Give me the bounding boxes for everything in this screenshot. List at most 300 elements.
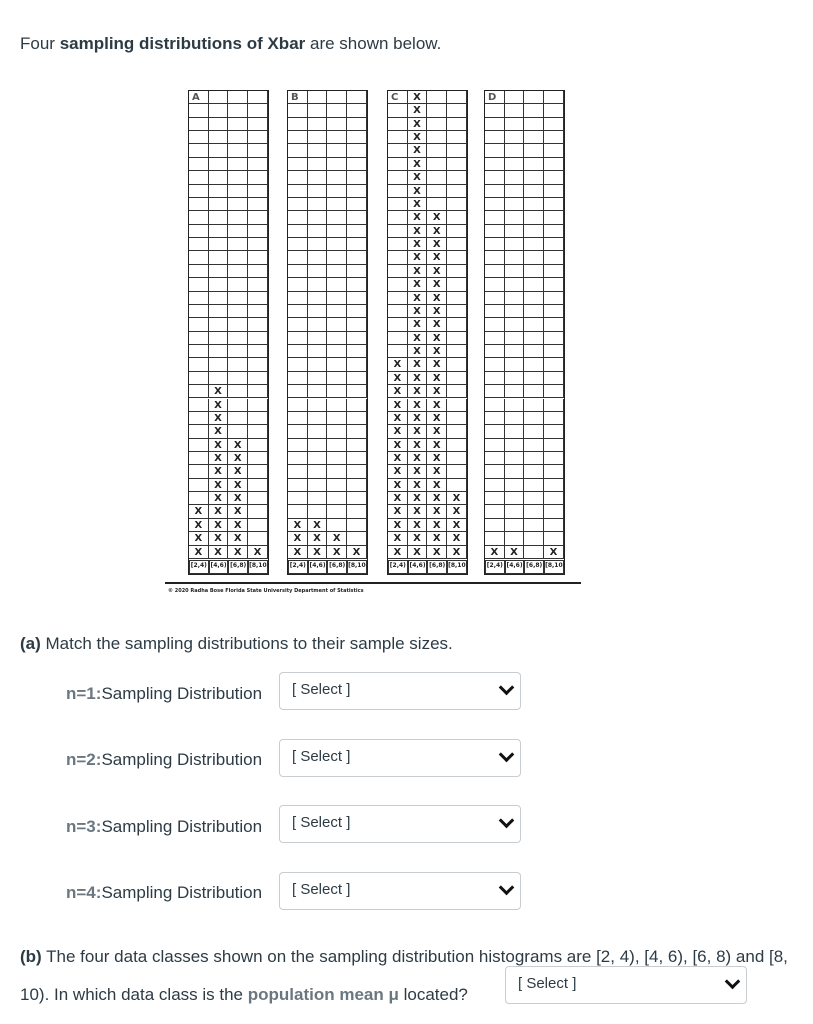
divider (165, 582, 581, 584)
grid-cell (248, 292, 268, 305)
grid-cell (189, 211, 209, 224)
grid-cell (248, 278, 268, 291)
grid-cell (544, 439, 564, 452)
copyright-credit: © 2020 Radha Bose Florida State University Department of Statistics (168, 588, 364, 594)
distribution-label: C (388, 91, 408, 104)
part-a-question: (a) Match the sampling distributions to their sample sizes. (20, 634, 453, 653)
grid-cell (209, 198, 229, 211)
grid-cell (485, 492, 505, 505)
grid-cell (308, 265, 328, 278)
grid-cell (327, 292, 347, 305)
grid-cell (308, 158, 328, 171)
grid-cell (485, 158, 505, 171)
x-mark: X (408, 318, 428, 331)
grid-cell (327, 185, 347, 198)
grid-cell (189, 385, 209, 398)
x-mark: X (427, 358, 447, 371)
grid-cell (228, 425, 248, 438)
x-mark: X (228, 439, 248, 452)
x-mark: X (427, 305, 447, 318)
grid-cell (505, 425, 525, 438)
grid-cell (544, 158, 564, 171)
grid-cell (248, 465, 268, 478)
grid-cell (327, 412, 347, 425)
grid-cell (327, 399, 347, 412)
grid-cell (209, 332, 229, 345)
grid-cell (308, 225, 328, 238)
grid-cell (524, 91, 544, 104)
grid-cell (248, 171, 268, 184)
grid-cell (544, 465, 564, 478)
grid-cell (388, 158, 408, 171)
grid-cell (485, 104, 505, 117)
grid-cell (327, 439, 347, 452)
x-mark: X (427, 278, 447, 291)
x-mark: X (408, 358, 428, 371)
grid-cell (248, 158, 268, 171)
grid-cell (189, 439, 209, 452)
grid-cell (189, 399, 209, 412)
grid-cell (544, 332, 564, 345)
grid-cell (524, 532, 544, 545)
grid-cell (248, 211, 268, 224)
x-mark: X (209, 412, 229, 425)
x-mark: X (408, 211, 428, 224)
grid-cell (327, 144, 347, 157)
x-mark: X (388, 412, 408, 425)
grid-cell (447, 118, 467, 131)
class-label: [6,8) (228, 560, 248, 574)
class-label: [4,6) (209, 560, 229, 574)
grid-cell (288, 144, 308, 157)
grid-cell (248, 479, 268, 492)
grid-cell (447, 465, 467, 478)
grid-cell (228, 372, 248, 385)
grid-cell (524, 131, 544, 144)
grid-cell (544, 91, 564, 104)
grid-cell (544, 519, 564, 532)
x-mark: X (288, 532, 308, 545)
x-mark: X (209, 532, 229, 545)
grid-cell (308, 278, 328, 291)
grid-cell (288, 358, 308, 371)
grid-cell (189, 492, 209, 505)
grid-cell (327, 318, 347, 331)
grid-cell (288, 238, 308, 251)
grid-cell (288, 332, 308, 345)
grid-cell (447, 144, 467, 157)
x-mark: X (408, 425, 428, 438)
class-label: [6,8) (327, 560, 347, 574)
distribution-B (287, 90, 368, 575)
grid-cell (308, 211, 328, 224)
grid-cell (505, 439, 525, 452)
grid-cell (524, 425, 544, 438)
x-mark: X (505, 546, 525, 559)
grid-cell (485, 251, 505, 264)
grid-cell (308, 439, 328, 452)
grid-cell (248, 532, 268, 545)
x-mark: X (427, 225, 447, 238)
grid-cell (505, 185, 525, 198)
grid-cell (388, 318, 408, 331)
x-mark: X (408, 332, 428, 345)
class-label: [2,4) (288, 560, 308, 574)
grid-cell (485, 372, 505, 385)
grid-cell (524, 412, 544, 425)
grid-cell (288, 104, 308, 117)
grid-cell (544, 492, 564, 505)
grid-cell (505, 372, 525, 385)
grid-cell (447, 452, 467, 465)
grid-cell (485, 452, 505, 465)
grid-cell (388, 332, 408, 345)
grid-cell (228, 345, 248, 358)
grid-cell (485, 238, 505, 251)
x-mark: X (228, 519, 248, 532)
x-mark: X (427, 372, 447, 385)
n4-select[interactable]: [ Select ] (279, 872, 521, 910)
grid-cell (248, 91, 268, 104)
x-mark: X (408, 305, 428, 318)
grid-cell (228, 399, 248, 412)
grid-cell (388, 118, 408, 131)
grid-cell (189, 292, 209, 305)
grid-cell (248, 251, 268, 264)
grid-cell (347, 131, 367, 144)
grid-cell (327, 91, 347, 104)
grid-cell (347, 118, 367, 131)
grid-cell (327, 238, 347, 251)
grid-cell (288, 211, 308, 224)
x-mark: X (427, 345, 447, 358)
grid-cell (248, 144, 268, 157)
x-mark: X (388, 519, 408, 532)
x-mark: X (388, 465, 408, 478)
grid-cell (447, 131, 467, 144)
x-mark: X (327, 546, 347, 559)
grid-cell (485, 318, 505, 331)
grid-cell (347, 144, 367, 157)
x-mark: X (408, 519, 428, 532)
x-mark: X (427, 452, 447, 465)
grid-cell (524, 505, 544, 518)
grid-cell (544, 104, 564, 117)
grid-cell (308, 385, 328, 398)
distribution-C (387, 90, 468, 575)
grid-cell (447, 292, 467, 305)
grid-cell (288, 225, 308, 238)
grid-cell (524, 479, 544, 492)
grid-cell (388, 171, 408, 184)
grid-cell (189, 251, 209, 264)
grid-cell (347, 385, 367, 398)
x-mark: X (408, 532, 428, 545)
grid-cell (505, 505, 525, 518)
grid-cell (447, 278, 467, 291)
x-mark: X (427, 479, 447, 492)
n1-select[interactable]: [ Select ] (279, 672, 521, 710)
x-mark: X (228, 465, 248, 478)
x-mark: X (408, 412, 428, 425)
grid-cell (544, 278, 564, 291)
grid-cell (308, 452, 328, 465)
x-mark: X (408, 251, 428, 264)
class-label: [2,4) (485, 560, 505, 574)
grid-cell (228, 104, 248, 117)
distribution-label: D (485, 91, 505, 104)
grid-cell (308, 104, 328, 117)
grid-cell (209, 144, 229, 157)
grid-cell (524, 251, 544, 264)
x-mark: X (388, 492, 408, 505)
grid-cell (189, 104, 209, 117)
x-mark: X (228, 532, 248, 545)
grid-cell (524, 278, 544, 291)
grid-cell (189, 305, 209, 318)
x-mark: X (209, 399, 229, 412)
grid-cell (288, 158, 308, 171)
grid-cell (447, 171, 467, 184)
grid-cell (347, 505, 367, 518)
grid-cell (248, 452, 268, 465)
grid-cell (524, 198, 544, 211)
grid-cell (288, 412, 308, 425)
x-mark: X (427, 385, 447, 398)
grid-cell (308, 238, 328, 251)
x-mark: X (427, 546, 447, 559)
x-mark: X (228, 492, 248, 505)
grid-cell (327, 345, 347, 358)
grid-cell (485, 358, 505, 371)
grid-cell (347, 425, 367, 438)
grid-cell (524, 158, 544, 171)
grid-cell (447, 345, 467, 358)
x-mark: X (347, 546, 367, 559)
grid-cell (327, 465, 347, 478)
grid-cell (189, 425, 209, 438)
grid-cell (544, 305, 564, 318)
grid-cell (248, 305, 268, 318)
grid-cell (524, 225, 544, 238)
grid-cell (485, 479, 505, 492)
grid-cell (347, 251, 367, 264)
grid-cell (327, 358, 347, 371)
grid-cell (248, 399, 268, 412)
grid-cell (248, 225, 268, 238)
grid-cell (209, 91, 229, 104)
grid-cell (228, 332, 248, 345)
grid-cell (485, 332, 505, 345)
grid-cell (248, 385, 268, 398)
grid-cell (288, 185, 308, 198)
grid-cell (248, 104, 268, 117)
grid-cell (347, 412, 367, 425)
grid-cell (189, 185, 209, 198)
chevron-down-icon (499, 747, 515, 763)
n2-select[interactable]: [ Select ] (279, 739, 521, 777)
grid-cell (505, 158, 525, 171)
grid-cell (228, 185, 248, 198)
distribution-D (484, 90, 565, 575)
grid-cell (248, 492, 268, 505)
grid-cell (388, 225, 408, 238)
grid-cell (485, 292, 505, 305)
grid-cell (288, 318, 308, 331)
grid-cell (485, 425, 505, 438)
grid-cell (485, 131, 505, 144)
grid-cell (447, 91, 467, 104)
grid-cell (308, 118, 328, 131)
grid-cell (505, 412, 525, 425)
grid-cell (485, 305, 505, 318)
grid-cell (308, 345, 328, 358)
grid-cell (447, 332, 467, 345)
grid-cell (248, 238, 268, 251)
x-mark: X (427, 251, 447, 264)
grid-cell (544, 345, 564, 358)
x-mark: X (408, 171, 428, 184)
grid-cell (248, 358, 268, 371)
grid-cell (485, 198, 505, 211)
grid-cell (189, 198, 209, 211)
grid-cell (327, 265, 347, 278)
grid-cell (308, 412, 328, 425)
part-b-question: (b) The four data classes shown on the sampling distribution histograms are [2, 4), [4, 6), [6, 8) and [8, 10). In which data class is the population mean μ located? (20, 947, 788, 1004)
grid-cell (427, 158, 447, 171)
x-mark: X (408, 104, 428, 117)
grid-cell (347, 158, 367, 171)
grid-cell (524, 399, 544, 412)
grid-cell (347, 211, 367, 224)
x-mark: X (485, 546, 505, 559)
grid-cell (308, 358, 328, 371)
grid-cell (288, 452, 308, 465)
grid-cell (427, 185, 447, 198)
grid-cell (544, 372, 564, 385)
grid-cell (288, 345, 308, 358)
grid-cell (209, 372, 229, 385)
x-mark: X (388, 505, 408, 518)
grid-cell (524, 211, 544, 224)
grid-cell (288, 399, 308, 412)
x-mark: X (408, 185, 428, 198)
grid-cell (447, 372, 467, 385)
grid-cell (189, 465, 209, 478)
grid-cell (248, 265, 268, 278)
grid-cell (288, 265, 308, 278)
grid-cell (347, 332, 367, 345)
grid-cell (347, 185, 367, 198)
grid-cell (209, 118, 229, 131)
grid-cell (388, 198, 408, 211)
grid-cell (388, 238, 408, 251)
grid-cell (288, 251, 308, 264)
grid-cell (327, 131, 347, 144)
grid-cell (427, 91, 447, 104)
x-mark: X (427, 412, 447, 425)
grid-cell (388, 292, 408, 305)
grid-cell (228, 238, 248, 251)
grid-cell (327, 305, 347, 318)
grid-cell (228, 278, 248, 291)
grid-cell (189, 412, 209, 425)
grid-cell (544, 118, 564, 131)
grid-cell (427, 171, 447, 184)
x-mark: X (209, 479, 229, 492)
x-mark: X (408, 439, 428, 452)
grid-cell (288, 305, 308, 318)
grid-cell (228, 198, 248, 211)
grid-cell (347, 171, 367, 184)
grid-cell (248, 185, 268, 198)
grid-cell (209, 292, 229, 305)
grid-cell (327, 225, 347, 238)
x-mark: X (408, 265, 428, 278)
population-mean-select[interactable]: [ Select ] (505, 966, 747, 1004)
grid-cell (327, 332, 347, 345)
grid-cell (524, 265, 544, 278)
grid-cell (327, 385, 347, 398)
grid-cell (485, 118, 505, 131)
x-mark: X (408, 385, 428, 398)
grid-cell (485, 412, 505, 425)
grid-cell (485, 519, 505, 532)
grid-cell (447, 399, 467, 412)
grid-cell (288, 425, 308, 438)
grid-cell (327, 479, 347, 492)
grid-cell (248, 345, 268, 358)
class-label: [4,6) (505, 560, 525, 574)
grid-cell (327, 519, 347, 532)
x-mark: X (209, 505, 229, 518)
grid-cell (505, 305, 525, 318)
class-label: [6,8) (427, 560, 447, 574)
grid-cell (505, 318, 525, 331)
grid-cell (485, 505, 505, 518)
x-mark: X (447, 505, 467, 518)
n3-select[interactable]: [ Select ] (279, 805, 521, 843)
grid-cell (189, 358, 209, 371)
grid-cell (505, 118, 525, 131)
grid-cell (347, 91, 367, 104)
x-mark: X (288, 519, 308, 532)
grid-cell (544, 318, 564, 331)
x-mark: X (427, 492, 447, 505)
x-mark: X (427, 318, 447, 331)
x-mark: X (209, 519, 229, 532)
grid-cell (327, 198, 347, 211)
grid-cell (228, 91, 248, 104)
chevron-down-icon (725, 974, 741, 990)
x-mark: X (388, 385, 408, 398)
grid-cell (189, 238, 209, 251)
grid-cell (248, 131, 268, 144)
x-mark: X (447, 519, 467, 532)
grid-cell (189, 479, 209, 492)
grid-cell (544, 479, 564, 492)
x-mark: X (209, 452, 229, 465)
grid-cell (544, 225, 564, 238)
x-mark: X (388, 372, 408, 385)
grid-cell (524, 318, 544, 331)
grid-cell (447, 318, 467, 331)
x-mark: X (427, 519, 447, 532)
grid-cell (544, 198, 564, 211)
grid-cell (288, 118, 308, 131)
x-mark: X (388, 358, 408, 371)
grid-cell (447, 185, 467, 198)
